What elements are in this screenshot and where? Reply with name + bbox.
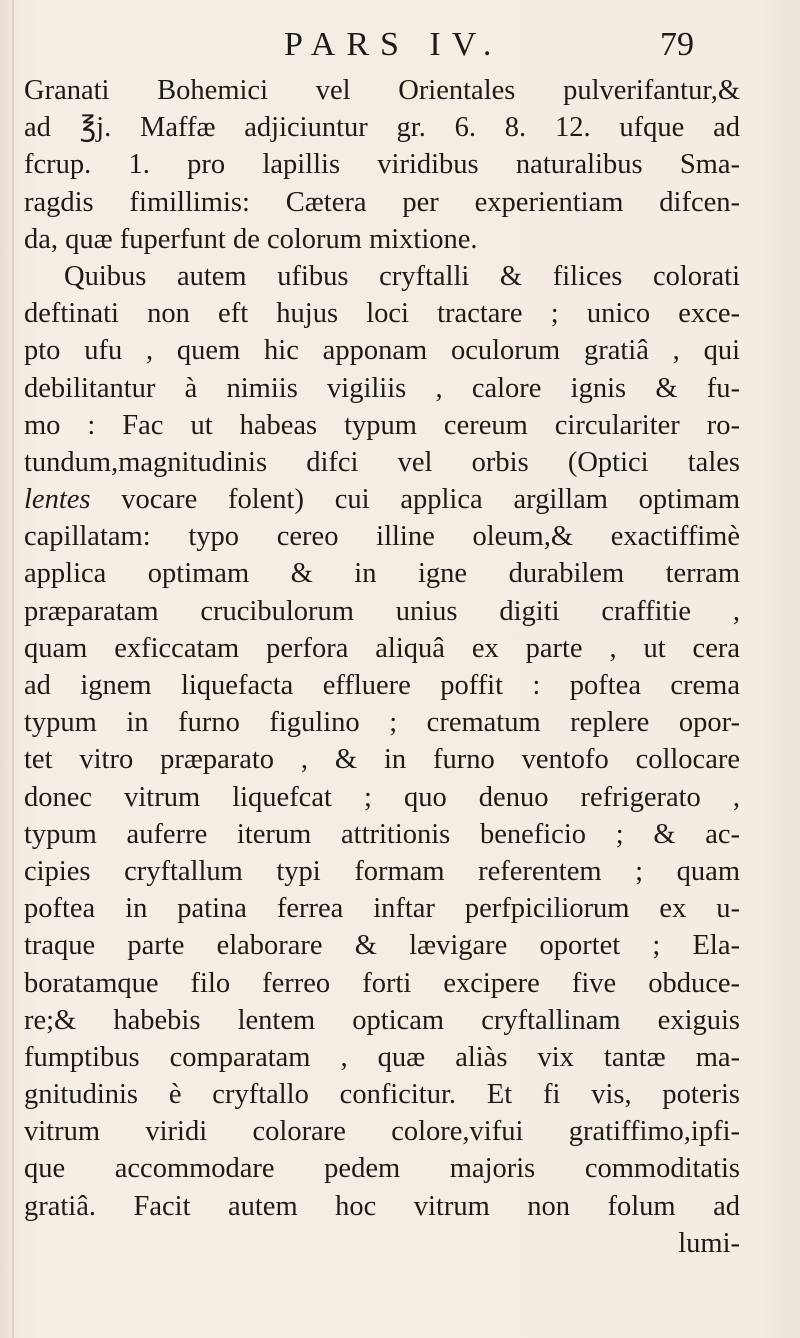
text-line-20: donec vitrum liquefcat ; quo denuo refrigerato , [24, 781, 740, 813]
text-line-13: capillatam: typo cereo illine oleum,& exactiffimè [24, 521, 740, 553]
page-gutter-shadow [12, 0, 14, 1338]
text-line-6: Quibus autem ufibus cryftalli & filices colorati [64, 260, 740, 292]
text-line-31: gratiâ. Facit autem hoc vitrum non folum ad [24, 1190, 740, 1222]
text-line-23: poftea in patina ferrea inftar perfpiciliorum ex u- [24, 893, 740, 925]
text-line-4: ragdis fimillimis: Cætera per experientiam difcen- [24, 186, 740, 218]
text-line-21: typum auferre iterum attritionis beneficio ; & ac- [24, 818, 740, 850]
text-line-29: vitrum viridi colorare colore,vifui gratiffimo,ipfi- [24, 1116, 740, 1148]
text-line-9: debilitantur à nimiis vigiliis , calore ignis & fu- [24, 372, 740, 404]
text-line-2: ad ℥j. Maffæ adjiciuntur gr. 6. 8. 12. ufque ad [24, 112, 740, 144]
catchword: lumi- [678, 1227, 740, 1259]
text-line-28: gnitudinis è cryftallo conficitur. Et fi vis, poteris [24, 1079, 740, 1111]
text-line-3: fcrup. 1. pro lapillis viridibus naturalibus Sma- [24, 149, 740, 181]
text-line-16: quam exficcatam perfora aliquâ ex parte , ut cera [24, 632, 740, 664]
text-line-22: cipies cryftallum typi formam referentem ; quam [24, 855, 740, 887]
text-line-14: applica optimam & in igne durabilem terram [24, 558, 740, 590]
text-line-12-rest: vocare folent) cui applica argillam optimam [90, 484, 740, 516]
text-line-25: boratamque filo ferreo forti excipere five obduce- [24, 967, 740, 999]
text-line-12 [24, 481, 740, 518]
text-line-11: tundum,magnitudinis difci vel orbis (Optici tales [24, 446, 740, 478]
text-line-5: da, quæ fuperfunt de colorum mixtione. [24, 223, 478, 255]
text-line-30: que accommodare pedem majoris commoditatis [24, 1153, 740, 1185]
page-number: 79 [660, 26, 694, 63]
body-text [24, 72, 740, 1262]
italic-word-lentes: lentes [24, 484, 91, 516]
text-line-18: typum in furno figulino ; crematum replere opor- [24, 707, 740, 739]
text-line-19: tet vitro præparato , & in furno ventofo collocare [24, 744, 740, 776]
running-title: PARS IV. [284, 26, 503, 63]
text-line-10: mo : Fac ut habeas typum cereum circulariter ro- [24, 409, 740, 441]
text-line-27: fumptibus comparatam , quæ aliàs vix tantæ ma- [24, 1041, 740, 1073]
text-line-17: ad ignem liquefacta effluere poffit : poftea crema [24, 670, 740, 701]
text-line-26: re;& habebis lentem opticam cryftallinam exiguis [24, 1004, 740, 1036]
text-line-24: traque parte elaborare & lævigare oportet ; Ela- [24, 930, 740, 962]
page-header [0, 22, 800, 70]
text-line-15: præparatam crucibulorum unius digiti craffitie , [24, 595, 740, 627]
text-line-7: deftinati non eft hujus loci tractare ; unico exce- [24, 298, 740, 330]
text-line-1: Granati Bohemici vel Orientales pulverifantur,& [24, 75, 740, 106]
text-line-8: pto ufu , quem hic apponam oculorum gratiâ , qui [24, 335, 740, 367]
